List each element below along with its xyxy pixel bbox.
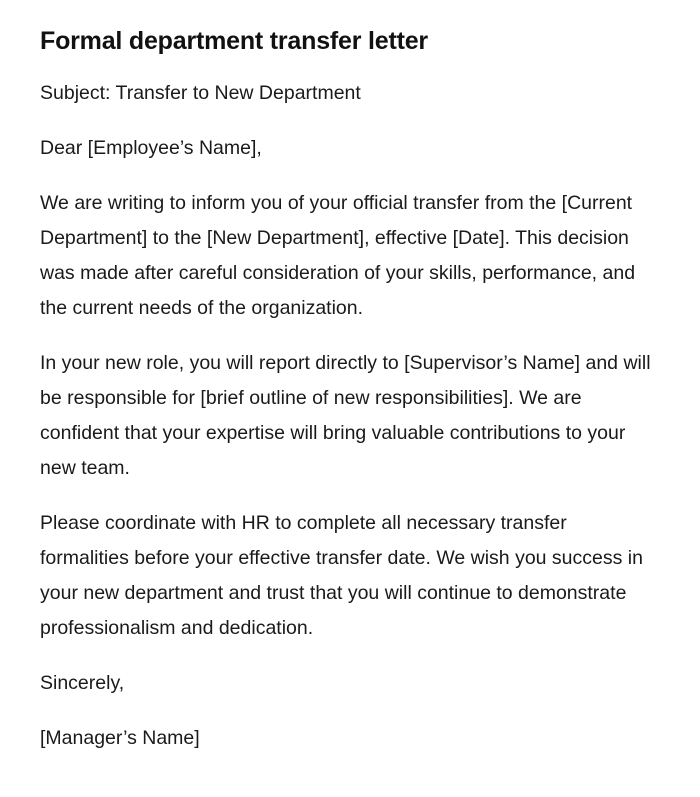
letter-paragraph-2: In your new role, you will report directly to [Supervisor’s Name] and will be responsible for [brief outline of new responsibilities]. We are confident that your expertise will bring valuable contributions to your new team. xyxy=(40,352,651,479)
letter-salutation: Dear [Employee’s Name], xyxy=(40,137,262,159)
letter-closing: Sincerely, xyxy=(40,672,125,694)
letter-signature: [Manager’s Name] xyxy=(40,727,200,749)
letter-paragraph-3: Please coordinate with HR to complete all necessary transfer formalities before your effective transfer date. We wish you success in your new department and trust that you will continue to demonstrate professionalism and dedication. xyxy=(40,512,643,639)
letter-subject: Subject: Transfer to New Department xyxy=(40,82,361,104)
letter-paragraph-1: We are writing to inform you of your official transfer from the [Current Department] to the [New Department], effective [Date]. This decision was made after careful consideration of your skills, performance, and the current needs of the organization. xyxy=(40,192,636,319)
letter-title: Formal department transfer letter xyxy=(40,27,428,55)
